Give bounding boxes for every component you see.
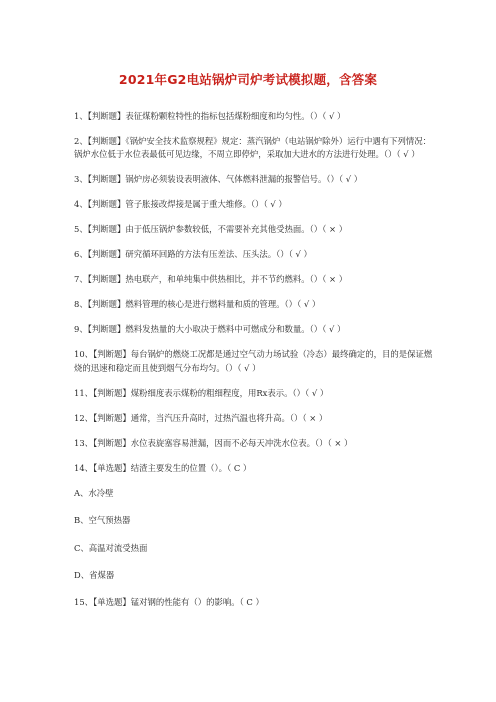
question-3: 3、【判断题】锅炉房必须装设表明液体、气体燃料泄漏的报警信号。（）（ √ ）: [74, 174, 363, 185]
option-b: B、空气预热器: [74, 515, 131, 526]
option-c: C、高温对流受热面: [74, 542, 148, 553]
question-5: 5、【判断题】由于低压锅炉参数较低，不需要补充其他受热面。（）（ × ）: [74, 224, 348, 235]
question-7: 7、【判断题】热电联产，和单纯集中供热相比，并不节约燃料。（）（ × ）: [74, 274, 348, 285]
question-2: 2、【判断题】《锅炉安全技术监察规程》规定：蒸汽锅炉（电站锅炉除外）运行中遇有下列情况：锅炉水位低于水位表最低可见边缘，不周立即停炉，采取加大进水的方法进行处理。（）（ √ ）: [74, 136, 432, 160]
question-14: 14、【单选题】结渣主要发生的位置（）。（ C ）: [74, 462, 252, 473]
question-4: 4、【判断题】管子胀接改焊接是属于重大维修。（）（ √ ）: [74, 199, 287, 210]
page-title: 2021年G2电站锅炉司炉考试模拟题，含答案: [118, 72, 378, 87]
question-11: 11、【判断题】煤粉细度表示煤粉的粗细程度，用Rx表示。（）（ √ ）: [74, 387, 329, 398]
option-a: A、水冷壁: [74, 487, 114, 498]
question-6: 6、【判断题】研究循环回路的方法有压差法、压头法。（）（ √ ）: [74, 249, 312, 260]
option-d: D、省煤器: [74, 570, 115, 581]
question-12: 12、【判断题】通常，当汽压升高时，过热汽温也将升高。（）（ × ）: [74, 412, 328, 423]
question-9: 9、【判断题】燃料发热量的大小取决于燃料中可燃成分和数量。（）（ √ ）: [74, 324, 346, 335]
question-10: 10、【判断题】每台锅炉的燃烧工况都是通过空气动力场试验（冷态）最终确定的，目的是保证燃烧的迅速和稳定而且使到烟气分布均匀。（）（ √ ）: [74, 349, 433, 373]
question-15: 15、【单选题】锰对钢的性能有（）的影响。（ C ）: [74, 597, 264, 608]
question-list: [74, 110, 434, 621]
question-13: 13、【判断题】水位表旋塞容易泄漏，因而不必每天冲洗水位表。（）（ × ）: [74, 437, 353, 448]
question-8: 8、【判断题】燃料管理的核心是进行燃料量和质的管理。（）（ √ ）: [74, 299, 321, 310]
question-1: 1、【判断题】表征煤粉颗粒特性的指标包括煤粉细度和均匀性。（）（ √ ）: [74, 111, 346, 121]
